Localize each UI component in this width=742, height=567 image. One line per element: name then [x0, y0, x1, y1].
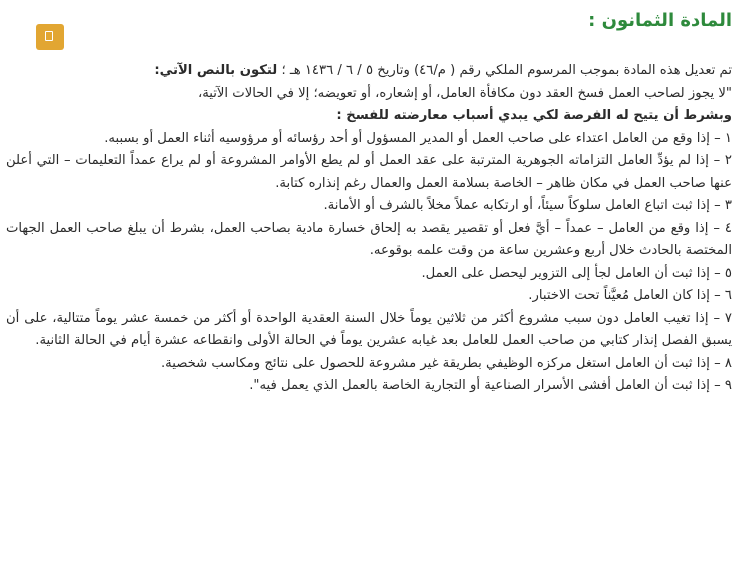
quote-start: "لا يجوز لصاحب العمل فسخ العقد دون مكافأة العامل، أو إشعاره، أو تعويضه؛ إلا في الحالات الآتية،: [197, 85, 732, 101]
list-item: ٥ – إذا ثبت أن العامل لجأ إلى التزوير ليحصل على العمل.: [421, 265, 732, 281]
article-body: [6, 60, 732, 398]
intro-emphasis: لتكون بالنص الآتي:: [154, 63, 278, 78]
intro-text: تم تعديل هذه المادة بموجب المرسوم الملكي رقم ( م/٤٦) وتاريخ ٥ / ٦ / ١٤٣٦ هـ ؛: [277, 63, 732, 78]
list-item: ٨ – إذا ثبت أن العامل استغل مركزه الوظيفي بطريقة غير مشروعة للحصول على نتائج ومكاسب شخصية.: [160, 355, 732, 371]
list-item: ٣ – إذا ثبت اتباع العامل سلوكاً سيئاً، أو ارتكابه عملاً مخلاً بالشرف أو الأمانة.: [323, 198, 732, 213]
list-item: ٤ – إذا وقع من العامل – عمداً – أيَّ فعل أو تقصير يقصد به إلحاق خسارة مادية بصاحب العمل، بشرط أن يبلغ صاحب العمل الجهات المختصة بالحادث خلال أربع وعشرين ساعة من وقت علمه بوقوعه.: [6, 220, 732, 258]
article-header: [6, 8, 732, 54]
list-item: ٦ – إذا كان العامل مُعيَّناً تحت الاختبار.: [528, 288, 732, 303]
list-item: ٩ – إذا ثبت أن العامل أفشى الأسرار الصناعية أو التجارية الخاصة بالعمل الذي يعمل فيه".: [249, 378, 732, 393]
list-item: ٧ – إذا تغيب العامل دون سبب مشروع أكثر من ثلاثين يوماً خلال السنة العقدية الواحدة أو أكثر من خمسة عشر يوماً متتالية، على أن يسبق الفصل إنذار كتابي من صاحب العمل للعامل بعد غيابه عشرين يوماً في الحالة الأولى وانقطاعه عشرة أيام في الحالة الثانية.: [6, 310, 732, 348]
list-item: ٢ – إذا لم يؤدِّ العامل التزاماته الجوهرية المترتبة على عقد العمل أو لم يطع الأوامر المشروعة أو لم يراع عمداً التعليمات – التي أعلن عنها صاحب العمل في مكان ظاهر – الخاصة بسلامة العمل والعمال رغم إنذاره كتابة.: [6, 153, 732, 191]
list-item: ١ – إذا وقع من العامل اعتداء على صاحب العمل أو المدير المسؤول أو أحد رؤسائه أو مرؤوسيه أثناء العمل أو بسببه.: [104, 130, 732, 146]
link-badge-button[interactable]: [36, 24, 64, 50]
article-intro: [6, 60, 732, 83]
condition-text: وبشرط أن يتيح له الفرصة لكي يبدي أسباب معارضته للفسخ :: [336, 108, 732, 123]
link-icon: [45, 31, 53, 41]
article-title: المادة الثمانون :: [588, 10, 732, 31]
